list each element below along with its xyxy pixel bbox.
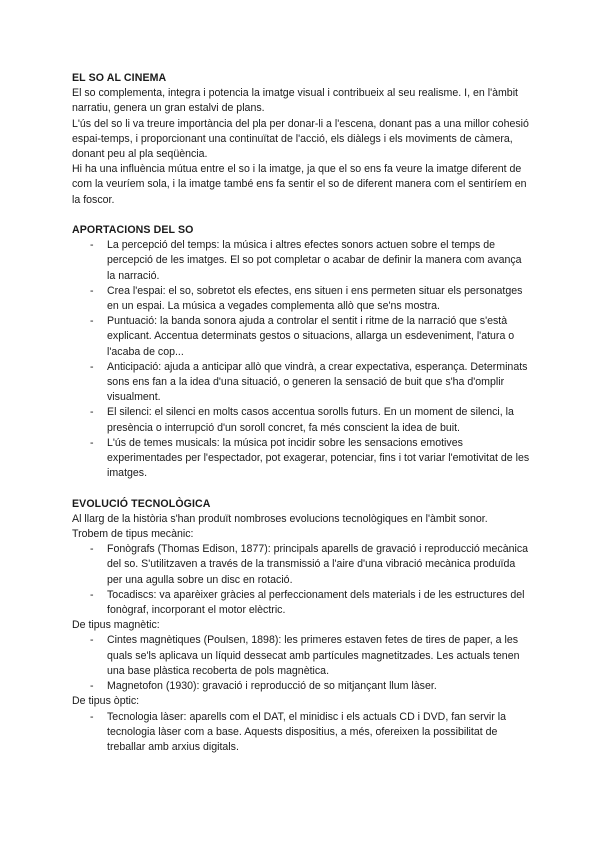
bullet-dash: - — [90, 543, 94, 556]
bullet-dash: - — [90, 680, 94, 693]
spacer — [72, 481, 530, 496]
bullet-dash: - — [90, 315, 94, 328]
list-item-text: Magnetofon (1930): gravació i reproducció de so mitjançant llum làser. — [107, 680, 437, 693]
paragraph: El so complementa, integra i potencia la imatge visual i contribueix al seu realisme. I, en l'àmbit narratiu, genera un gran estalvi de plans. — [72, 87, 518, 115]
bullet-dash: - — [90, 710, 94, 723]
bullet-dash: - — [90, 284, 94, 297]
list-item — [72, 238, 530, 284]
list-item — [72, 436, 530, 482]
list-item-text: La percepció del temps: la música i altres efectes sonors actuen sobre el temps de percepció de les imatges. El so pot completar o acabar de definir la manera com avança la narració. — [107, 239, 522, 282]
bullet-dash: - — [90, 436, 94, 449]
spacer — [72, 208, 530, 223]
paragraph: Hi ha una influència mútua entre el so i la imatge, ja que el so ens fa veure la imatge diferent de com la veuríem sola, i la imatge també ens fa sentir el so de diferent manera com el sentiríem en la foscor. — [72, 163, 527, 206]
list-item-text: Crea l'espai: el so, sobretot els efectes, ens situen i ens permeten situar els personatges en un espai. La música a vegades complementa allò que se'ns mostra. — [107, 284, 523, 313]
document-body — [72, 71, 530, 755]
section-heading-el-so-al-cinema: EL SO AL CINEMA — [72, 72, 167, 84]
list-item-text: Fonògrafs (Thomas Edison, 1877): principals aparells de gravació i reproducció mecànica del so. S'utilitzaven a través de la transmissió a l'aire d'una vibració mecànica produïda per una agulla sobre un disc en rotació. — [107, 543, 529, 586]
group-label-magnetic: De tipus magnètic: — [72, 619, 160, 632]
list-item — [72, 542, 530, 588]
magnetic-list — [72, 633, 530, 694]
list-item — [72, 360, 530, 406]
list-item — [72, 314, 530, 360]
list-item — [72, 710, 530, 756]
section-heading-evolucio-tecnologica: EVOLUCIÓ TECNOLÒGICA — [72, 497, 211, 510]
list-item-text: El silenci: el silenci en molts casos accentua sorolls futurs. En un moment de silenci, la presència o interrupció d'un soroll concret, fa més conscient la idea de buit. — [107, 406, 514, 434]
list-item-text: Cintes magnètiques (Poulsen, 1898): les primeres estaven fetes de tires de paper, a les quals se'ls aplicava un líquid dessecat amb partícules magnetitzades. Les actuals tenen una base plàstica recoberta de pols magnètica. — [107, 634, 520, 677]
optic-list — [72, 710, 530, 756]
bullet-dash: - — [90, 588, 94, 601]
aportacions-list — [72, 238, 530, 481]
bullet-dash: - — [90, 406, 94, 419]
list-item-text: Puntuació: la banda sonora ajuda a controlar el sentit i ritme de la narració que s'està explicant. Accentua determinats gestos o situacions, allarga un esdeveniment, l'atura o l'acaba de cop... — [107, 315, 515, 358]
list-item — [72, 588, 530, 618]
list-item-text: Anticipació: ajuda a anticipar allò que vindrà, a crear expectativa, esperança. Determinats sons ens fan a la idea d'una situació, o generen la sensació de buit que s'ha d'omplir visualment. — [107, 360, 528, 404]
list-item-text: L'ús de temes musicals: la música pot incidir sobre les sensacions emotives experimentades per l'espectador, pot exagerar, potenciar, fins i tot variar l'emotivitat de les imatges. — [107, 436, 530, 480]
paragraph: Al llarg de la història s'han produït nombroses evolucions tecnològiques en l'àmbit sonor. — [72, 512, 488, 525]
section-heading-aportacions-del-so: APORTACIONS DEL SO — [72, 224, 194, 237]
group-label-mecanic: Trobem de tipus mecànic: — [72, 528, 194, 541]
bullet-dash: - — [90, 634, 94, 647]
list-item — [72, 633, 530, 679]
mecanic-list — [72, 542, 530, 618]
bullet-dash: - — [90, 239, 94, 252]
group-label-optic: De tipus òptic: — [72, 695, 140, 708]
list-item — [72, 679, 530, 694]
list-item-text: Tecnologia làser: aparells com el DAT, el minidisc i els actuals CD i DVD, fan servir la tecnologia làser com a base. Aquests dispositius, a més, ofereixen la possibilitat de treballar amb arxius digitals. — [107, 710, 506, 753]
paragraph: L'ús del so li va treure importància del pla per donar-li a l'escena, donant pas a una millor cohesió espai-temps, i proporcionant una continuïtat de l'acció, els diàlegs i els moviments de càmera, donant peu al pla seqüència. — [72, 117, 529, 161]
list-item — [72, 284, 530, 314]
bullet-dash: - — [90, 360, 94, 373]
list-item — [72, 405, 530, 435]
list-item-text: Tocadiscs: va aparèixer gràcies al perfeccionament dels materials i de les estructures del fonògraf, incorporant el motor elèctric. — [107, 588, 525, 617]
